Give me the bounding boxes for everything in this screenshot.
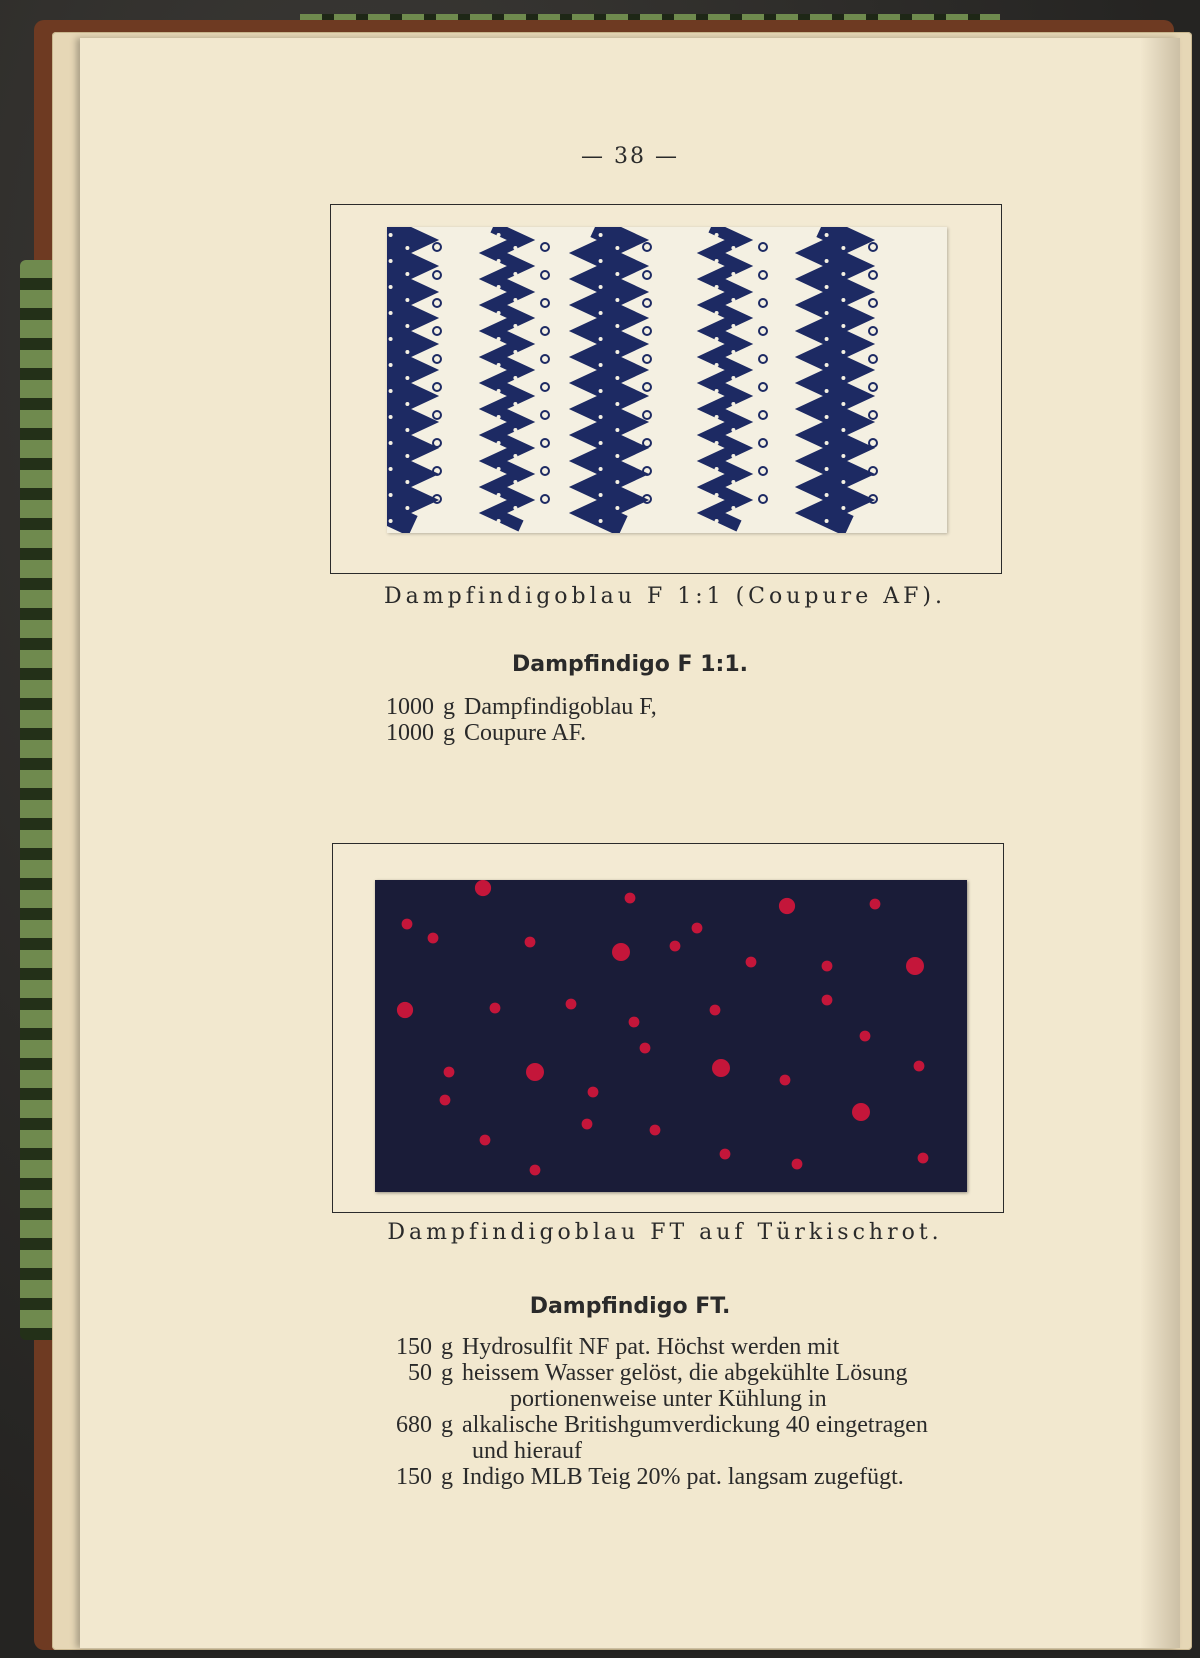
zigzag-ring: [759, 383, 767, 391]
recipe-title-1: Dampfindigo F 1:1.: [511, 652, 749, 677]
zigzag-dot: [497, 519, 501, 523]
zigzag-ring: [433, 243, 441, 251]
zigzag-dot: [841, 350, 845, 354]
zigzag-ring: [433, 299, 441, 307]
zigzag-dot: [389, 415, 393, 419]
zigzag-ring: [759, 243, 767, 251]
zigzag-dot: [715, 285, 719, 289]
red-dot: [475, 880, 491, 896]
zigzag-dot: [513, 272, 517, 276]
zigzag-ring: [869, 411, 877, 419]
zigzag-dot: [715, 233, 719, 237]
zigzag-dot: [731, 402, 735, 406]
zigzag-dot: [841, 272, 845, 276]
zigzag-dot: [497, 415, 501, 419]
recipe-2: [356, 1334, 996, 1490]
zigzag-dot: [841, 324, 845, 328]
zigzag-dot: [615, 324, 619, 328]
recipe-line: [356, 1438, 996, 1464]
sample-frame-2: [332, 843, 1004, 1213]
zigzag-dot: [615, 298, 619, 302]
zigzag-ring: [433, 383, 441, 391]
red-dot: [712, 1059, 730, 1077]
zigzag-dot: [599, 467, 603, 471]
zigzag-dot: [825, 493, 829, 497]
zigzag-dot: [513, 506, 517, 510]
zigzag-ring: [541, 355, 549, 363]
zigzag-dot: [715, 441, 719, 445]
recipe-ingredient: alkalische Britishgumverdickung 40 eingetragen: [462, 1412, 928, 1438]
zigzag-ring: [759, 495, 767, 503]
zigzag-dot: [599, 311, 603, 315]
zigzag-dot: [825, 337, 829, 341]
zigzag-dot: [497, 467, 501, 471]
zigzag-ring: [541, 243, 549, 251]
red-dot: [402, 919, 413, 930]
zigzag-dot: [731, 324, 735, 328]
recipe-1: [358, 694, 918, 746]
recipe-ingredient: Indigo MLB Teig 20% pat. langsam zugefügt.: [462, 1464, 904, 1490]
zigzag-ring: [869, 439, 877, 447]
zigzag-dot: [513, 246, 517, 250]
zigzag-dot: [841, 246, 845, 250]
red-dot: [629, 1017, 640, 1028]
zigzag-dot: [389, 467, 393, 471]
zigzag-dot: [497, 233, 501, 237]
zigzag-dot: [389, 259, 393, 263]
zigzag-dot: [715, 493, 719, 497]
zigzag-dot: [497, 363, 501, 367]
zigzag-dot: [615, 272, 619, 276]
recipe-ingredient: Dampfindigoblau F,: [464, 694, 657, 720]
red-dot: [914, 1061, 925, 1072]
zigzag-dot: [497, 311, 501, 315]
zigzag-dot: [825, 519, 829, 523]
zigzag-dot: [715, 259, 719, 263]
zigzag-dot: [389, 337, 393, 341]
red-dot: [860, 1031, 871, 1042]
recipe-ingredient: Hydrosulfit NF pat. Höchst werden mit: [462, 1334, 840, 1360]
zigzag-dot: [615, 350, 619, 354]
red-dot: [720, 1149, 731, 1160]
recipe-line: [356, 1360, 996, 1386]
red-dot: [440, 1095, 451, 1106]
zigzag-dot: [497, 389, 501, 393]
zigzag-dot: [841, 428, 845, 432]
zigzag-ring: [433, 355, 441, 363]
recipe-line: [356, 1412, 996, 1438]
zigzag-dot: [715, 363, 719, 367]
zigzag-dot: [615, 506, 619, 510]
zigzag-dot: [599, 415, 603, 419]
zigzag-ring: [643, 383, 651, 391]
zigzag-dot: [405, 428, 409, 432]
zigzag-dot: [497, 259, 501, 263]
zigzag-ring: [869, 271, 877, 279]
zigzag-dot: [497, 493, 501, 497]
red-dot: [526, 1063, 544, 1081]
zigzag-ring: [759, 327, 767, 335]
red-dot: [566, 999, 577, 1010]
gutter-shadow: [1140, 38, 1180, 1648]
zigzag-dot: [389, 363, 393, 367]
zigzag-dot: [731, 272, 735, 276]
zigzag-dot: [513, 480, 517, 484]
recipe-amount: 150: [396, 1464, 432, 1490]
zigzag-dot: [615, 376, 619, 380]
zigzag-dot: [731, 480, 735, 484]
red-dot: [779, 898, 795, 914]
zigzag-dot: [599, 259, 603, 263]
zigzag-ring: [759, 271, 767, 279]
zigzag-dot: [825, 441, 829, 445]
red-dot: [588, 1087, 599, 1098]
recipe-amount: 1000: [386, 694, 434, 720]
zigzag-dot: [731, 454, 735, 458]
zigzag-dot: [405, 324, 409, 328]
red-dot: [870, 899, 881, 910]
zigzag-dot: [405, 454, 409, 458]
zigzag-dot: [405, 402, 409, 406]
zigzag-ring: [869, 243, 877, 251]
zigzag-dot: [513, 324, 517, 328]
recipe-line: [356, 1334, 996, 1360]
zigzag-dot: [615, 402, 619, 406]
zigzag-ring: [541, 327, 549, 335]
recipe-line: [358, 694, 918, 720]
zigzag-dot: [599, 233, 603, 237]
zigzag-ring: [759, 467, 767, 475]
zigzag-dot: [825, 389, 829, 393]
zigzag-dot: [599, 441, 603, 445]
zigzag-dot: [405, 480, 409, 484]
red-dot: [444, 1067, 455, 1078]
red-dot: [612, 943, 630, 961]
zigzag-dot: [825, 467, 829, 471]
zigzag-ring: [541, 299, 549, 307]
red-dot: [480, 1135, 491, 1146]
dot-print: [375, 880, 967, 1192]
zigzag-dot: [825, 285, 829, 289]
recipe-amount: 680: [396, 1412, 432, 1438]
page-number: — 38 —: [581, 144, 679, 169]
zigzag-dot: [715, 519, 719, 523]
zigzag-ring: [643, 355, 651, 363]
zigzag-ring: [759, 299, 767, 307]
zigzag-dot: [405, 246, 409, 250]
zigzag-dot: [825, 259, 829, 263]
zigzag-dot: [497, 285, 501, 289]
zigzag-dot: [389, 233, 393, 237]
recipe-ingredient-continued: portionenweise unter Kühlung in: [510, 1386, 827, 1412]
zigzag-dot: [599, 493, 603, 497]
red-dot: [530, 1165, 541, 1176]
zigzag-dot: [841, 298, 845, 302]
red-dot: [640, 1043, 651, 1054]
zigzag-dot: [389, 285, 393, 289]
zigzag-dot: [731, 428, 735, 432]
zigzag-ring: [643, 327, 651, 335]
zigzag-dot: [715, 467, 719, 471]
zigzag-dot: [405, 298, 409, 302]
zigzag-dot: [599, 363, 603, 367]
recipe-amount: 50: [408, 1360, 432, 1386]
zigzag-dot: [615, 246, 619, 250]
red-dot: [710, 1005, 721, 1016]
red-dot: [650, 1125, 661, 1136]
zigzag-ring: [433, 327, 441, 335]
zigzag-dot: [405, 506, 409, 510]
red-dot: [792, 1159, 803, 1170]
zigzag-dot: [513, 428, 517, 432]
zigzag-dot: [825, 363, 829, 367]
zigzag-dot: [841, 506, 845, 510]
zigzag-ring: [869, 299, 877, 307]
zigzag-dot: [513, 376, 517, 380]
red-dot: [397, 1002, 413, 1018]
zigzag-ring: [643, 271, 651, 279]
zigzag-dot: [513, 402, 517, 406]
zigzag-ring: [541, 411, 549, 419]
recipe-line: [356, 1464, 996, 1490]
zigzag-dot: [731, 506, 735, 510]
zigzag-dot: [715, 311, 719, 315]
zigzag-ring: [869, 355, 877, 363]
sample-caption-1: Dampfindigoblau F 1:1 (Coupure AF).: [384, 584, 946, 609]
zigzag-dot: [731, 298, 735, 302]
zigzag-ring: [541, 467, 549, 475]
recipe-line: [358, 720, 918, 746]
zigzag-ring: [643, 411, 651, 419]
zigzag-dot: [599, 337, 603, 341]
fabric-swatch-dots: [375, 880, 967, 1192]
recipe-unit: g: [441, 1464, 453, 1490]
sample-caption-2: Dampfindigoblau FT auf Türkischrot.: [387, 1220, 943, 1245]
zigzag-ring: [759, 411, 767, 419]
zigzag-dot: [731, 246, 735, 250]
zigzag-dot: [825, 415, 829, 419]
recipe-unit: g: [441, 1334, 453, 1360]
zigzag-ring: [643, 439, 651, 447]
recipe-ingredient: heissem Wasser gelöst, die abgekühlte Lösung: [462, 1360, 908, 1386]
zigzag-ring: [433, 439, 441, 447]
zigzag-ring: [541, 383, 549, 391]
zigzag-dot: [841, 402, 845, 406]
recipe-amount: 1000: [386, 720, 434, 746]
zigzag-dot: [405, 376, 409, 380]
zigzag-ring: [869, 327, 877, 335]
zigzag-print: [387, 227, 947, 533]
sample-frame-1: [330, 204, 1002, 574]
zigzag-dot: [389, 311, 393, 315]
recipe-amount: 150: [396, 1334, 432, 1360]
zigzag-ring: [433, 411, 441, 419]
red-dot: [918, 1153, 929, 1164]
book-page: [80, 38, 1180, 1648]
zigzag-dot: [825, 311, 829, 315]
zigzag-ring: [541, 271, 549, 279]
red-dot: [428, 933, 439, 944]
zigzag-ring: [541, 495, 549, 503]
zigzag-dot: [841, 376, 845, 380]
red-dot: [822, 995, 833, 1006]
recipe-ingredient-continued: und hierauf: [472, 1438, 582, 1464]
zigzag-dot: [389, 441, 393, 445]
recipe-unit: g: [441, 1360, 453, 1386]
zigzag-dot: [715, 337, 719, 341]
zigzag-dot: [389, 389, 393, 393]
zigzag-ring: [643, 243, 651, 251]
zigzag-dot: [513, 454, 517, 458]
zigzag-dot: [825, 233, 829, 237]
red-dot: [852, 1103, 870, 1121]
zigzag-ring: [759, 355, 767, 363]
zigzag-dot: [405, 272, 409, 276]
fabric-swatch-zigzag: [387, 227, 947, 533]
red-dot: [822, 961, 833, 972]
zigzag-ring: [869, 383, 877, 391]
red-dot: [692, 923, 703, 934]
zigzag-dot: [497, 441, 501, 445]
zigzag-dot: [615, 480, 619, 484]
zigzag-dot: [389, 493, 393, 497]
zigzag-dot: [513, 298, 517, 302]
zigzag-dot: [497, 337, 501, 341]
recipe-unit: g: [443, 694, 455, 720]
recipe-unit: g: [443, 720, 455, 746]
zigzag-dot: [731, 376, 735, 380]
recipe-title-2: Dampfindigo FT.: [529, 1294, 731, 1319]
zigzag-dot: [731, 350, 735, 354]
zigzag-dot: [715, 415, 719, 419]
red-dot: [525, 937, 536, 948]
zigzag-dot: [599, 519, 603, 523]
red-dot: [780, 1075, 791, 1086]
red-dot: [670, 941, 681, 952]
zigzag-dot: [841, 454, 845, 458]
zigzag-ring: [541, 439, 549, 447]
zigzag-ring: [433, 271, 441, 279]
zigzag-dot: [715, 389, 719, 393]
zigzag-dot: [615, 454, 619, 458]
recipe-ingredient: Coupure AF.: [464, 720, 587, 746]
zigzag-ring: [759, 439, 767, 447]
zigzag-dot: [389, 519, 393, 523]
zigzag-dot: [615, 428, 619, 432]
zigzag-dot: [599, 389, 603, 393]
zigzag-ring: [643, 299, 651, 307]
red-dot: [746, 957, 757, 968]
red-dot: [625, 893, 636, 904]
red-dot: [490, 1003, 501, 1014]
zigzag-dot: [841, 480, 845, 484]
zigzag-dot: [599, 285, 603, 289]
recipe-line: [356, 1386, 996, 1412]
red-dot: [906, 957, 924, 975]
red-dot: [582, 1119, 593, 1130]
recipe-unit: g: [441, 1412, 453, 1438]
zigzag-dot: [513, 350, 517, 354]
zigzag-dot: [405, 350, 409, 354]
